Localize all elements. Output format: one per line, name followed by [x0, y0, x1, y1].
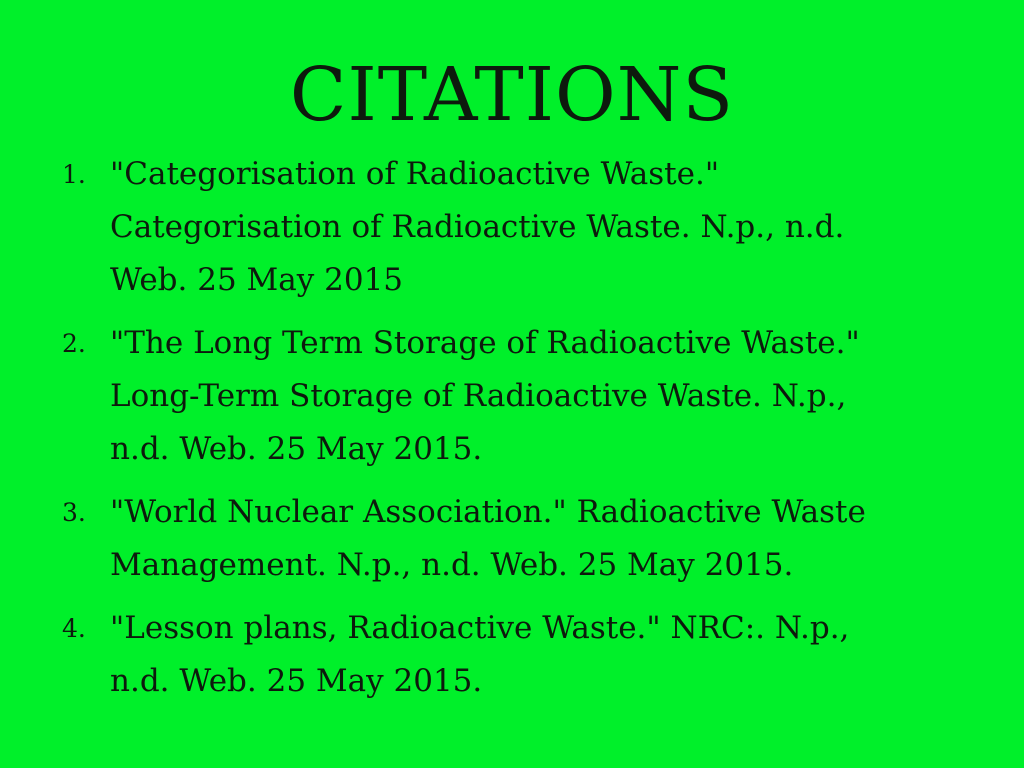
- citation-line: Long-Term Storage of Radioactive Waste. N.p.,: [110, 378, 847, 414]
- citation-item: [0, 602, 1024, 708]
- citation-line: "The Long Term Storage of Radioactive Waste.": [110, 325, 860, 361]
- citation-line: n.d. Web. 25 May 2015.: [110, 663, 483, 699]
- citation-line: "Lesson plans, Radioactive Waste." NRC:. N.p.,: [110, 610, 850, 646]
- citation-item: [0, 317, 1024, 476]
- citation-list: [0, 148, 1024, 718]
- citation-item: [0, 486, 1024, 592]
- slide-title: CITATIONS: [289, 52, 735, 138]
- citation-line: "Categorisation of Radioactive Waste.": [110, 156, 720, 192]
- citation-number: 1.: [62, 160, 86, 189]
- citation-number: 3.: [62, 498, 86, 527]
- citation-line: Categorisation of Radioactive Waste. N.p., n.d.: [110, 209, 845, 245]
- citation-item: [0, 148, 1024, 307]
- citation-line: Management. N.p., n.d. Web. 25 May 2015.: [110, 547, 794, 583]
- citation-number: 2.: [62, 329, 86, 358]
- citation-line: n.d. Web. 25 May 2015.: [110, 431, 483, 467]
- citation-line: "World Nuclear Association." Radioactive Waste: [110, 494, 866, 530]
- citation-line: Web. 25 May 2015: [110, 262, 404, 298]
- citation-number: 4.: [62, 614, 86, 643]
